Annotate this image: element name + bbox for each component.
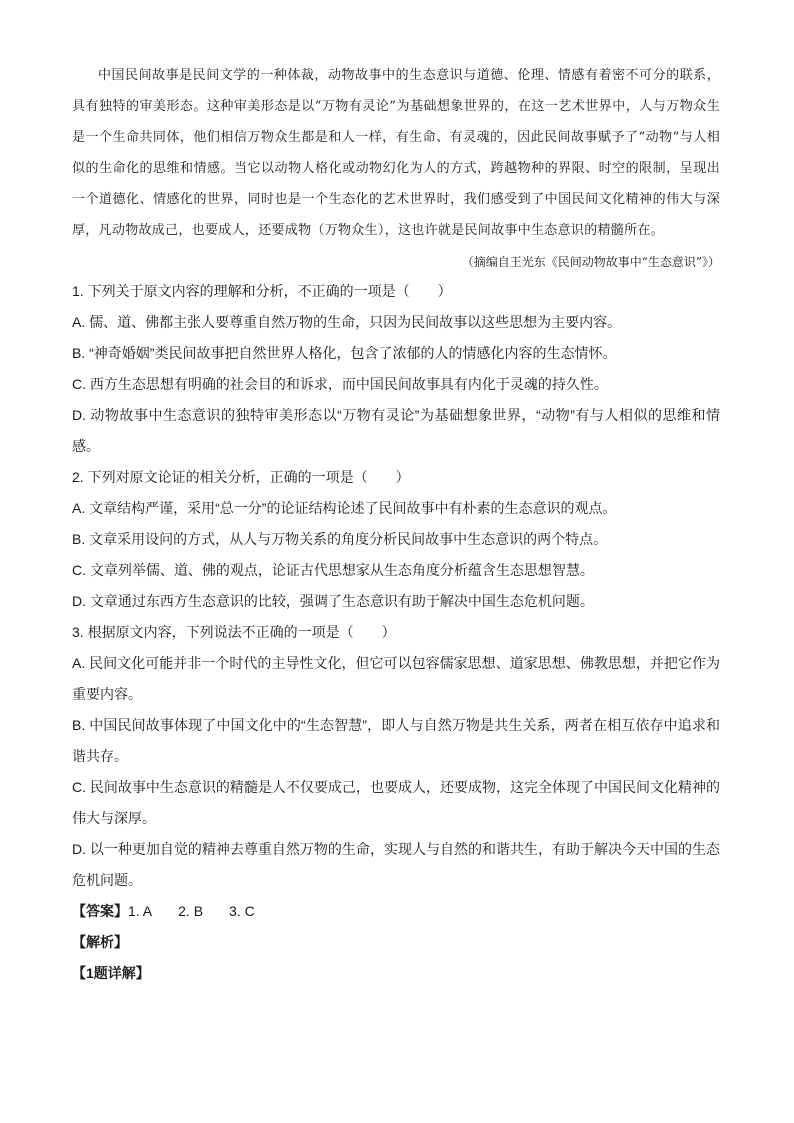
option-b: B. 文章采用设问的方式，从人与万物关系的角度分析民间故事中生态意识的两个特点。 <box>72 531 608 547</box>
answer-item-2: 2. B <box>178 903 204 919</box>
detail-heading: 【1题详解】 <box>72 965 150 981</box>
option-a: A. 文章结构严谨，采用“总一分”的论证结构论述了民间故事中有朴素的生态意识的观点。 <box>72 500 617 516</box>
option-b: B. “神奇婚姻”类民间故事把自然世界人格化，包含了浓郁的人的情感化内容的生态情怀。 <box>72 345 617 361</box>
option-c: C. 民间故事中生态意识的精髓是人不仅要成己，也要成人，还要成物，这完全体现了中国民间文化精神的伟大与深厚。 <box>72 779 720 826</box>
option-b: B. 中国民间故事体现了中国文化中的“生态智慧”，即人与自然万物是共生关系，两者在相互依存中追求和谐共存。 <box>72 717 720 764</box>
answer-item-1: 1. A <box>128 903 153 919</box>
question-stem: 3. 根据原文内容，下列说法不正确的一项是（ ） <box>72 624 396 640</box>
answer-item-3: 3. C <box>229 903 255 919</box>
option-c: C. 西方生态思想有明确的社会目的和诉求，而中国民间故事具有内化于灵魂的持久性。 <box>72 376 608 392</box>
option-a: A. 儒、道、佛都主张人要尊重自然万物的生命，只因为民间故事以这些思想为主要内容。 <box>72 314 622 330</box>
passage-source: （摘编自王光东《民间动物故事中“生态意识”》） <box>461 255 720 269</box>
option-d: D. 以一种更加自觉的精神去尊重自然万物的生命，实现人与自然的和谐共生，有助于解决今天中国的生态危机问题。 <box>72 841 720 888</box>
question-2 <box>72 462 720 617</box>
analysis-heading: 【解析】 <box>72 934 128 950</box>
question-1 <box>72 276 720 462</box>
question-stem: 1. 下列关于原文内容的理解和分析，不正确的一项是（ ） <box>72 283 452 299</box>
passage-paragraph: 中国民间故事是民间文学的一种体裁，动物故事中的生态意识与道德、伦理、情感有着密不可分的联系，具有独特的审美形态。这种审美形态是以“万物有灵论”为基础想象世界的，在这一艺术世界中，人与万物众生是一个生命共同体，他们相信万物众生都是和人一样，有生命、有灵魂的，因此民间故事赋予了“动物”与人相似的生命化的思维和情感。当它以动物人格化或动物幻化为人的方式，跨越物种的界限、时空的限制，呈现出一个道德化、情感化的世界，同时也是一个生态化的艺术世界时，我们感受到了中国民间文化精神的伟大与深厚，凡动物故成己，也要成人，还要成物（万物众生），这也许就是民间故事中生态意识的精髓所在。 <box>72 68 720 238</box>
option-a: A. 民间文化可能并非一个时代的主导性文化，但它可以包容儒家思想、道家思想、佛教思想，并把它作为重要内容。 <box>72 655 720 702</box>
question-3 <box>72 617 720 896</box>
option-c: C. 文章列举儒、道、佛的观点，论证古代思想家从生态角度分析蕴含生态思想智慧。 <box>72 562 594 578</box>
option-d: D. 动物故事中生态意识的独特审美形态以“万物有灵论”为基础想象世界，“动物”有与人相似的思维和情感。 <box>72 407 720 454</box>
question-stem: 2. 下列对原文论证的相关分析，正确的一项是（ ） <box>72 469 410 485</box>
option-d: D. 文章通过东西方生态意识的比较，强调了生态意识有助于解决中国生态危机问题。 <box>72 593 594 609</box>
answer-label: 【答案】 <box>72 903 128 919</box>
document-page <box>72 60 720 989</box>
answer-line <box>72 896 720 927</box>
